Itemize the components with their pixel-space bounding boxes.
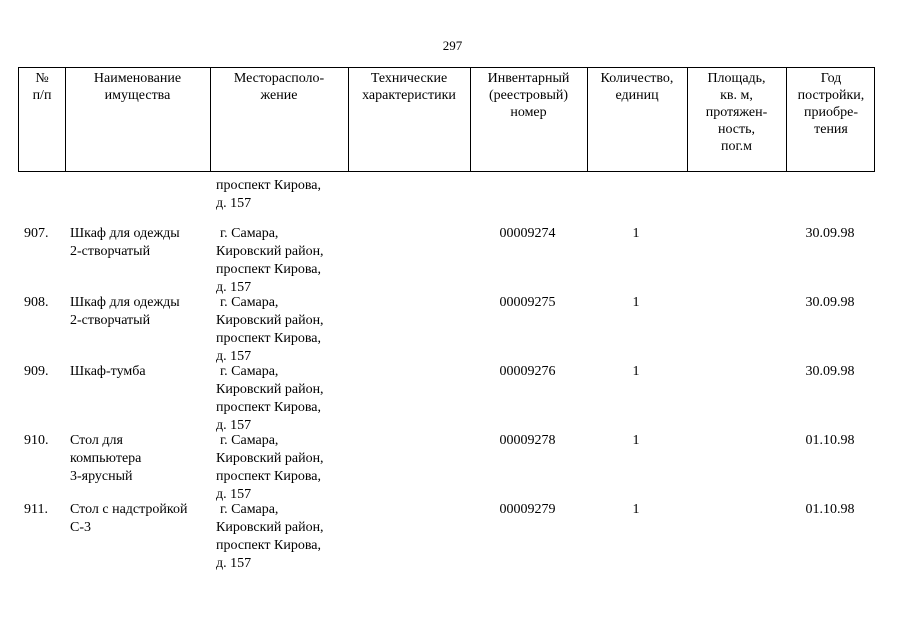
header-line: Технические (370, 71, 448, 86)
row-name (70, 225, 180, 261)
header-line: № (35, 71, 49, 86)
location-line: проспект Кирова, (216, 538, 321, 553)
row-num: 907. (24, 226, 49, 241)
location-line: д. 157 (216, 487, 252, 502)
row-location (216, 432, 324, 504)
location-line: Кировский район, (216, 313, 324, 328)
row-name (70, 363, 146, 381)
row-quantity: 1 (632, 502, 640, 517)
header-line: Наименование (93, 71, 182, 86)
header-line: Площадь, (707, 71, 766, 86)
header-line: кв. м, (720, 88, 753, 103)
location-line: д. 157 (216, 196, 252, 211)
header-line: Количество, (600, 71, 674, 86)
page-number: 297 (442, 38, 463, 53)
header-num (19, 70, 65, 104)
location-line: д. 157 (216, 349, 252, 364)
row-inventory: 00009274 (499, 226, 556, 241)
header-line: тения (814, 122, 848, 137)
row-name (70, 501, 188, 537)
location-line: проспект Кирова, (216, 331, 321, 346)
header-line: пог.м (720, 139, 752, 154)
row-quantity: 1 (632, 364, 640, 379)
row-date: 30.09.98 (805, 226, 855, 241)
header-quantity (587, 70, 687, 104)
header-line: протяжен- (705, 105, 768, 120)
header-name (65, 70, 210, 104)
header-line: жение (260, 88, 298, 103)
location-line: д. 157 (216, 556, 252, 571)
header-line: единиц (615, 88, 659, 103)
header-line: имущества (104, 88, 171, 103)
row-num: 911. (24, 502, 48, 517)
header-location (210, 70, 348, 104)
location-line: г. Самара, (220, 295, 279, 310)
name-line: 2-створчатый (70, 313, 151, 328)
row-quantity: 1 (632, 295, 640, 310)
row-location (216, 225, 324, 297)
row-inventory: 00009278 (499, 433, 556, 448)
location-line: проспект Кирова, (216, 178, 321, 193)
name-line: Стол для (70, 433, 123, 448)
header-line: ность, (717, 122, 756, 137)
location-line: г. Самара, (220, 433, 279, 448)
name-line: Стол с надстройкой (70, 502, 188, 517)
row-name (70, 432, 141, 486)
location-line: Кировский район, (216, 451, 324, 466)
row-inventory: 00009275 (499, 295, 556, 310)
row-inventory: 00009276 (499, 364, 556, 379)
row-date: 01.10.98 (805, 502, 855, 517)
header-area (687, 70, 786, 155)
header-line: номер (510, 105, 547, 120)
name-line: Шкаф для одежды (70, 226, 180, 241)
header-line: Год (820, 71, 842, 86)
row-inventory: 00009279 (499, 502, 556, 517)
location-line: проспект Кирова, (216, 262, 321, 277)
header-line: постройки, (797, 88, 865, 103)
location-line: г. Самара, (220, 226, 279, 241)
header-line: Инвентарный (487, 71, 570, 86)
name-line: Шкаф-тумба (70, 364, 146, 379)
header-line: (реестровый) (488, 88, 569, 103)
name-line: Шкаф для одежды (70, 295, 180, 310)
header-line: характеристики (362, 88, 456, 103)
location-line: проспект Кирова, (216, 400, 321, 415)
row-num: 910. (24, 433, 49, 448)
row-quantity: 1 (632, 433, 640, 448)
location-line: г. Самара, (220, 502, 279, 517)
row-location (216, 501, 324, 573)
header-line: п/п (32, 88, 52, 103)
row-num: 908. (24, 295, 49, 310)
name-line: 2-створчатый (70, 244, 151, 259)
row-location (216, 363, 324, 435)
header-year (786, 70, 876, 138)
continuation-location (216, 177, 321, 213)
table-header (18, 67, 875, 172)
location-line: Кировский район, (216, 382, 324, 397)
row-date: 30.09.98 (805, 364, 855, 379)
location-line: г. Самара, (220, 364, 279, 379)
name-line: 3-ярусный (70, 469, 133, 484)
location-line: д. 157 (216, 418, 252, 433)
header-inventory (470, 70, 587, 121)
row-date: 30.09.98 (805, 295, 855, 310)
row-name (70, 294, 180, 330)
row-quantity: 1 (632, 226, 640, 241)
header-tech (348, 70, 470, 104)
header-line: Месторасполо- (233, 71, 325, 86)
row-num: 909. (24, 364, 49, 379)
name-line: С-3 (70, 520, 91, 535)
row-date: 01.10.98 (805, 433, 855, 448)
location-line: Кировский район, (216, 520, 324, 535)
header-line: приобре- (804, 105, 858, 120)
location-line: д. 157 (216, 280, 252, 295)
name-line: компьютера (70, 451, 142, 466)
location-line: проспект Кирова, (216, 469, 321, 484)
row-location (216, 294, 324, 366)
location-line: Кировский район, (216, 244, 324, 259)
